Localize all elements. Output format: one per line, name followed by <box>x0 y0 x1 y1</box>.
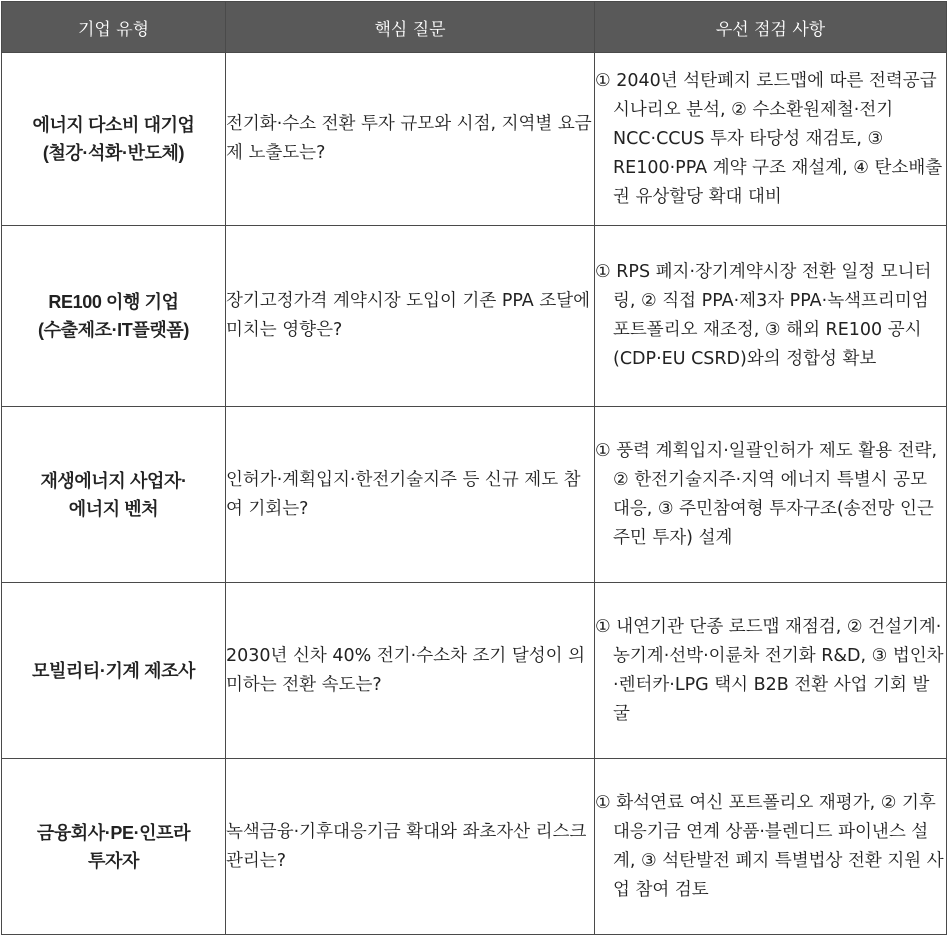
table-row <box>2 53 947 226</box>
company-type-detail: 투자자 <box>88 850 139 871</box>
matrix-table <box>1 1 947 935</box>
company-type-name: RE100 이행 기업 <box>48 292 179 312</box>
table-row <box>2 226 947 407</box>
header-question: 핵심 질문 <box>226 2 595 53</box>
key-question-cell: 인허가·계획입지·한전기술지주 등 신규 제도 참여 기회는? <box>226 407 595 583</box>
priority-checks-text: ① 풍력 계획입지·일괄인허가 제도 활용 전략, ② 한전기술지주·지역 에너지 특별시 공모 대응, ③ 주민참여형 투자구조(송전망 인근 주민 투자) 설계 <box>595 440 938 548</box>
header-checks: 우선 점검 사항 <box>595 2 947 53</box>
priority-checks-cell <box>595 226 947 407</box>
company-type-cell <box>2 226 226 407</box>
priority-checks-cell <box>595 583 947 759</box>
company-type-name: 금융회사·PE·인프라 <box>36 822 191 843</box>
company-type-name: 재생에너지 사업자· <box>40 470 187 491</box>
key-question-cell: 2030년 신차 40% 전기·수소차 조기 달성이 의미하는 전환 속도는? <box>226 583 595 759</box>
table-row <box>2 407 947 583</box>
company-type-name: 모빌리티·기계 제조사 <box>31 660 196 681</box>
company-type-cell <box>2 583 226 759</box>
key-question-cell: 녹색금융·기후대응기금 확대와 좌초자산 리스크 관리는? <box>226 759 595 935</box>
key-question-cell: 장기고정가격 계약시장 도입이 기존 PPA 조달에 미치는 영향은? <box>226 226 595 407</box>
table-row <box>2 759 947 935</box>
priority-checks-cell <box>595 759 947 935</box>
priority-checks-cell <box>595 407 947 583</box>
company-type-cell <box>2 53 226 226</box>
table-row <box>2 583 947 759</box>
key-question-cell: 전기화·수소 전환 투자 규모와 시점, 지역별 요금제 노출도는? <box>226 53 595 226</box>
company-type-detail: (수출제조·IT플랫폼) <box>38 320 189 340</box>
company-type-detail: 에너지 벤처 <box>68 498 159 519</box>
company-type-cell <box>2 407 226 583</box>
header-row <box>2 2 947 53</box>
priority-checks-text: ① RPS 폐지·장기계약시장 전환 일정 모니터링, ② 직접 PPA·제3자 PPA·녹색프리미엄 포트폴리오 재조정, ③ 해외 RE100 공시(CDP·EU CSRD)와의 정합성 확보 <box>595 262 932 369</box>
priority-checks-text: ① 내연기관 단종 로드맵 재점검, ② 건설기계·농기계·선박·이륜차 전기화 R&D, ③ 법인차·렌터카·LPG 택시 B2B 전환 사업 기회 발굴 <box>595 616 944 724</box>
company-type-name: 에너지 다소비 대기업 <box>32 115 195 135</box>
header-type: 기업 유형 <box>2 2 226 53</box>
priority-checks-cell <box>595 53 947 226</box>
company-type-detail: (철강·석화·반도체) <box>42 143 185 163</box>
priority-checks-text: ① 2040년 석탄폐지 로드맵에 따른 전력공급 시나리오 분석, ② 수소환원제철·전기 NCC·CCUS 투자 타당성 재검토, ③ RE100·PPA 계약 구조 재설계, ④ 탄소배출권 유상할당 확대 대비 <box>595 70 943 207</box>
company-type-cell <box>2 759 226 935</box>
priority-checks-text: ① 화석연료 여신 포트폴리오 재평가, ② 기후대응기금 연계 상품·블렌디드 파이낸스 설계, ③ 석탄발전 폐지 특별법상 전환 지원 사업 참여 검토 <box>595 792 944 900</box>
